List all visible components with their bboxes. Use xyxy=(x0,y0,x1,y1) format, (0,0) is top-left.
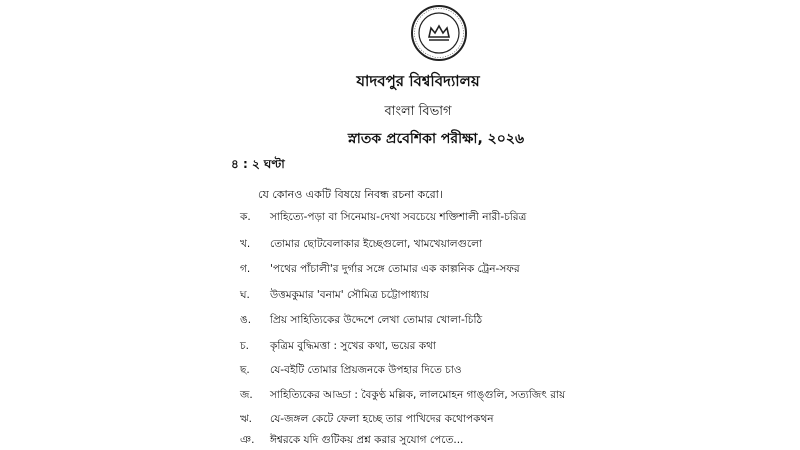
topic-text: সাহিত্যিকের আড্ডা : বৈকুণ্ঠ মল্লিক, লালমোহন গাঙ্গুলি, সত্যজিৎ রায় xyxy=(270,389,566,401)
topic-marker: ঋ. xyxy=(240,413,253,425)
topic-text: প্রিয় সাহিত্যিকের উদ্দেশে লেখা তোমার খোলা-চিঠি xyxy=(270,314,483,326)
topic-marker: খ. xyxy=(240,238,251,250)
instruction-text: যে কোনও একটি বিষয়ে নিবন্ধ রচনা করো। xyxy=(258,188,443,201)
topic-text: 'পথের পাঁচালী'র দুর্গার সঙ্গে তোমার এক কাল্পনিক ট্রেন-সফর xyxy=(270,263,520,275)
university-seal-icon xyxy=(410,4,468,62)
university-name: যাদবপুর বিশ্ববিদ্যালয় xyxy=(356,72,480,90)
topic-marker: ক. xyxy=(240,211,251,223)
list-item xyxy=(240,433,463,450)
list-item xyxy=(240,288,429,305)
list-item xyxy=(240,313,482,330)
topic-marker: ছ. xyxy=(240,364,250,376)
topic-marker: গ. xyxy=(240,263,251,275)
list-item xyxy=(240,339,436,356)
list-item xyxy=(240,412,494,429)
topic-marker: জ. xyxy=(240,389,253,401)
topic-text: যে-জঙ্গল কেটে ফেলা হচ্ছে তার পাখিদের কথোপকথন xyxy=(270,413,494,425)
topic-marker: ঞ. xyxy=(240,434,255,446)
topic-marker: ঘ. xyxy=(240,289,250,301)
topic-text: কৃত্রিম বুদ্ধিমত্তা : সুখের কথা, ভয়ের কথা xyxy=(270,340,436,352)
topic-marker: চ. xyxy=(240,340,250,352)
exam-duration: ৪ : ২ ঘণ্টা xyxy=(231,157,285,171)
exam-title: স্নাতক প্রবেশিকা পরীক্ষা, ২০২৬ xyxy=(347,131,525,147)
topic-marker: ঙ. xyxy=(240,314,252,326)
department-name: বাংলা বিভাগ xyxy=(384,104,452,119)
topic-text: তোমার ছোটবেলাকার ইচ্ছেগুলো, খামখেয়ালগুলো xyxy=(270,238,483,250)
list-item xyxy=(240,210,526,227)
topic-text: ঈশ্বরকে যদি গুটিকয় প্রশ্ন করার সুযোগ পেতে... xyxy=(270,434,464,446)
topic-text: উত্তমকুমার 'বনাম' সৌমিত্র চট্টোপাধ্যায় xyxy=(270,289,429,301)
list-item xyxy=(240,388,565,405)
list-item xyxy=(240,363,462,380)
topic-text: যে-বইটি তোমার প্রিয়জনকে উপহার দিতে চাও xyxy=(270,364,462,376)
topic-text: সাহিত্যে-পড়া বা সিনেমায়-দেখা সবচেয়ে শক্তিশালী নারী-চরিত্র xyxy=(270,211,527,223)
list-item xyxy=(240,237,482,254)
list-item xyxy=(240,262,520,279)
